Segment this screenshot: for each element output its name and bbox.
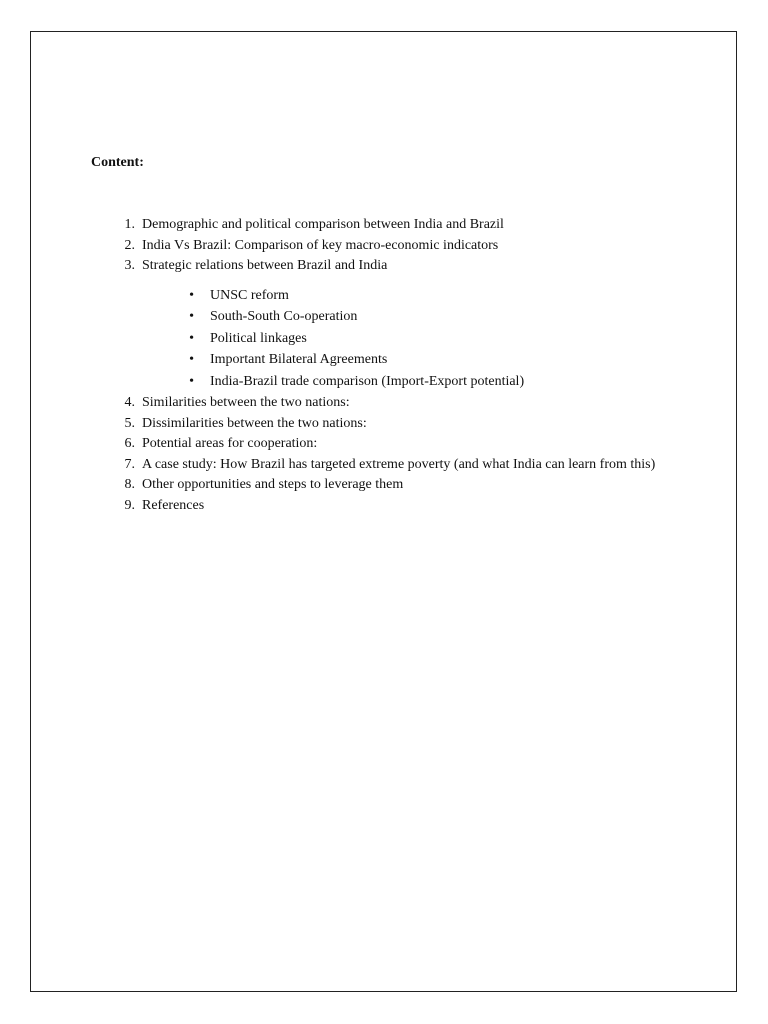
toc-item-number: 5.	[124, 415, 135, 431]
toc-item-5	[106, 415, 678, 434]
bullet-marker: •	[189, 309, 194, 324]
toc-subitem	[106, 351, 678, 370]
toc-subitem	[106, 373, 678, 392]
toc-item-number: 3.	[124, 258, 135, 273]
toc-item-number: 4.	[124, 395, 135, 410]
toc-item-number: 9.	[124, 497, 135, 513]
toc-item-number: 2.	[124, 237, 135, 253]
toc-item-2	[106, 237, 678, 256]
toc-item-number: 8.	[124, 477, 135, 492]
toc-item-number: 6.	[124, 436, 135, 451]
toc-item-3	[106, 257, 678, 276]
toc-item-text: Other opportunities and steps to leverage them	[142, 477, 404, 492]
toc-subitem-text: India-Brazil trade comparison (Import-Export potential)	[210, 373, 525, 389]
toc-subitem-text: South-South Co-operation	[210, 309, 358, 324]
toc-item-number: 1.	[124, 217, 135, 232]
toc-item-text: Dissimilarities between the two nations:	[142, 415, 367, 431]
toc-subitem	[106, 330, 678, 349]
toc-subitem-text: Important Bilateral Agreements	[210, 352, 388, 367]
table-of-contents	[106, 216, 678, 517]
bullet-marker: •	[189, 352, 194, 367]
toc-item-text: Strategic relations between Brazil and India	[142, 258, 388, 273]
bullet-marker: •	[189, 287, 194, 303]
bullet-marker: •	[189, 373, 194, 389]
toc-item-1	[106, 216, 678, 235]
toc-item-8	[106, 476, 678, 495]
toc-item-4	[106, 394, 678, 413]
toc-item-6	[106, 435, 678, 454]
toc-subitem	[106, 287, 678, 306]
toc-item-text: Demographic and political comparison between India and Brazil	[142, 217, 504, 232]
contents-heading: Content:	[91, 155, 144, 170]
bullet-marker: •	[189, 330, 194, 346]
toc-item-text: Potential areas for cooperation:	[142, 436, 318, 451]
toc-item-7	[106, 456, 678, 475]
toc-item-number: 7.	[124, 456, 135, 472]
toc-item-9	[106, 497, 678, 516]
toc-item-text: Similarities between the two nations:	[142, 395, 350, 410]
toc-sublist	[106, 287, 678, 392]
toc-subitem-text: UNSC reform	[210, 287, 289, 303]
toc-subitem	[106, 308, 678, 327]
toc-item-text: A case study: How Brazil has targeted extreme poverty (and what India can learn from this)	[142, 456, 656, 472]
toc-item-text: References	[142, 497, 205, 513]
toc-item-text: India Vs Brazil: Comparison of key macro-economic indicators	[142, 237, 499, 253]
toc-subitem-text: Political linkages	[210, 330, 307, 346]
